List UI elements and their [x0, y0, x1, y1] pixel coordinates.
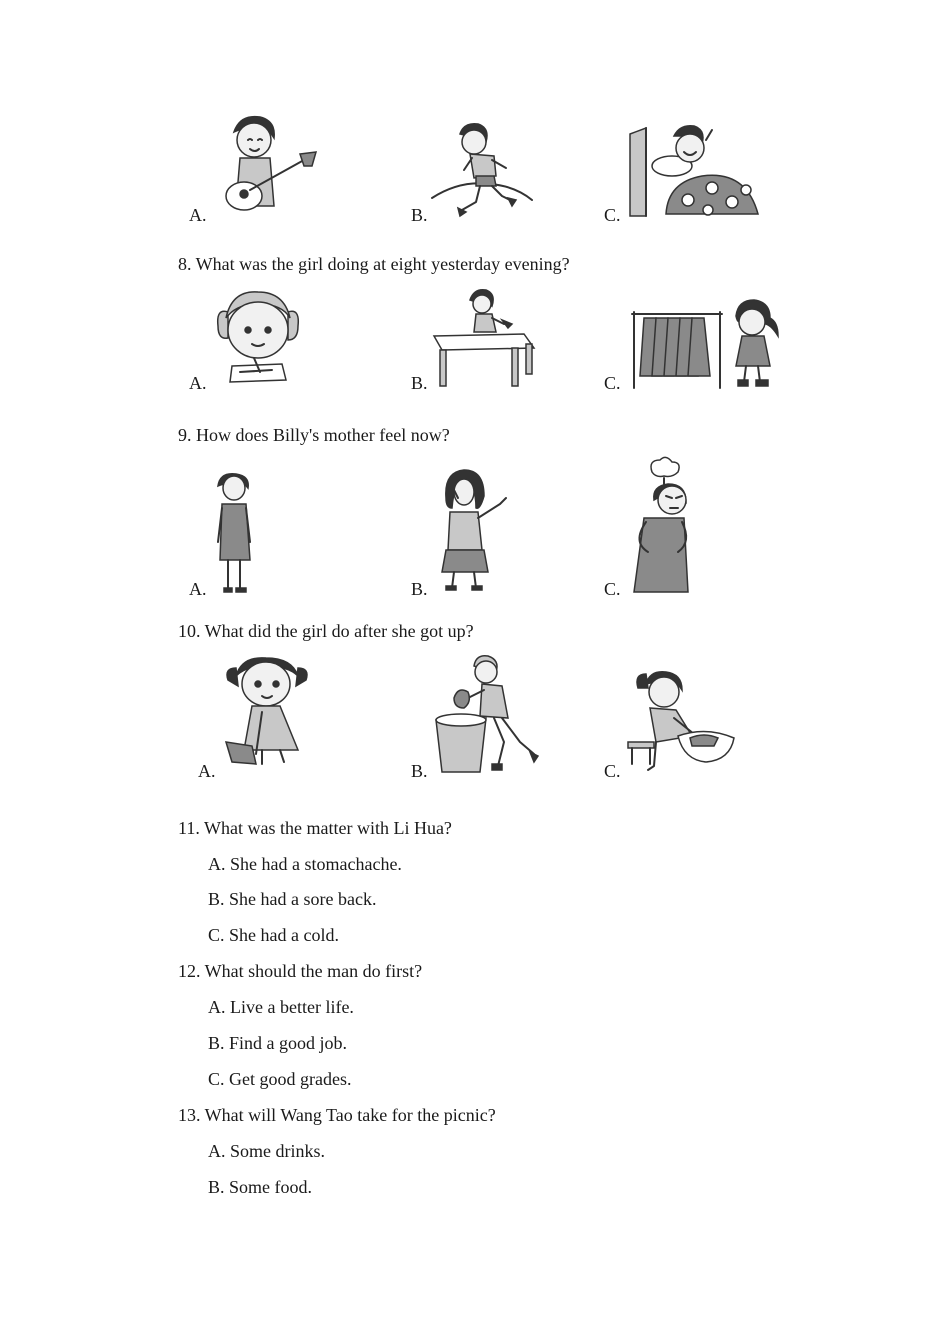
- girl-sweeping-floor-icon: [222, 654, 312, 770]
- woman-crying-sad-icon: [436, 468, 510, 594]
- option-letter: C.: [604, 761, 621, 781]
- girl-with-clothes-rack-icon: [628, 296, 790, 390]
- answer-choice: B. Find a good job.: [208, 1033, 348, 1053]
- woman-standing-calm-icon: [212, 472, 258, 596]
- girl-cleaning-table-icon: [432, 288, 536, 390]
- option-letter: A.: [198, 761, 216, 781]
- option-picture-angry: [628, 456, 694, 594]
- option-picture-calm: [212, 472, 258, 596]
- option-picture-table: [432, 288, 536, 390]
- question-11-title: 11. What was the matter with Li Hua?: [178, 818, 452, 838]
- question-12-title: 12. What should the man do first?: [178, 961, 423, 981]
- option-picture-guitar: [212, 112, 324, 220]
- option-picture-sweeping: [222, 654, 312, 770]
- boy-playing-guitar-icon: [212, 112, 324, 220]
- option-picture-bed: [628, 120, 762, 220]
- question-10-title: 10. What did the girl do after she got up?: [178, 621, 474, 641]
- boy-running-icon: [430, 120, 535, 218]
- question-9-title: 9. How does Billy's mother feel now?: [178, 425, 450, 445]
- option-picture-washing: [626, 666, 736, 774]
- option-letter: B.: [411, 373, 428, 393]
- question-8-title: 8. What was the girl doing at eight yesterday evening?: [178, 254, 570, 274]
- option-picture-clothes: [628, 296, 790, 390]
- option-letter: C.: [604, 579, 621, 599]
- option-letter: A.: [189, 205, 207, 225]
- question-13-title: 13. What will Wang Tao take for the picnic?: [178, 1105, 496, 1125]
- option-picture-homework: [212, 288, 304, 386]
- answer-choice: C. Get good grades.: [208, 1069, 352, 1089]
- option-letter: B.: [411, 205, 428, 225]
- girl-taking-out-trash-icon: [432, 654, 542, 774]
- boy-waking-up-in-bed-icon: [628, 120, 762, 220]
- option-picture-sad: [436, 468, 510, 594]
- option-letter: A.: [189, 373, 207, 393]
- girl-washing-clothes-icon: [626, 666, 736, 774]
- option-letter: C.: [604, 205, 621, 225]
- woman-angry-icon: [628, 456, 694, 594]
- option-letter: B.: [411, 579, 428, 599]
- answer-choice: B. Some food.: [208, 1177, 313, 1197]
- option-letter: B.: [411, 761, 428, 781]
- answer-choice: A. She had a stomachache.: [208, 854, 402, 874]
- answer-choice: A. Some drinks.: [208, 1141, 325, 1161]
- option-letter: A.: [189, 579, 207, 599]
- answer-choice: A. Live a better life.: [208, 997, 354, 1017]
- option-letter: C.: [604, 373, 621, 393]
- answer-choice: B. She had a sore back.: [208, 889, 377, 909]
- option-picture-running: [430, 120, 535, 218]
- girl-writing-homework-icon: [212, 288, 304, 386]
- option-picture-trash: [432, 654, 542, 774]
- answer-choice: C. She had a cold.: [208, 925, 339, 945]
